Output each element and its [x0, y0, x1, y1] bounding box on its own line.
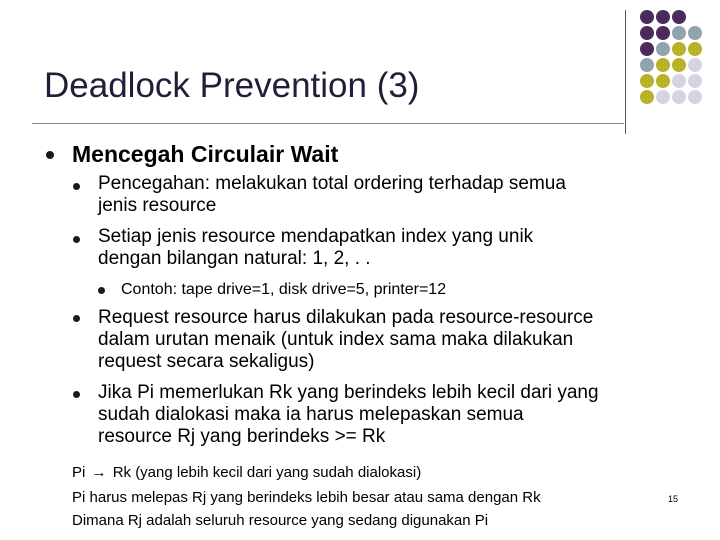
decorative-dot — [688, 74, 702, 88]
sub-point-3: Request resource harus dilakukan pada resource-resource dalam urutan menaik (untuk index sama maka dilakukan request secara sekaligus) — [98, 307, 594, 372]
decorative-dot — [688, 42, 702, 56]
decorative-dot — [640, 58, 654, 72]
title-divider — [32, 123, 624, 124]
footnote-line-3: Dimana Rj adalah seluruh resource yang sedang digunakan Pi — [72, 512, 489, 529]
decorative-dot — [672, 90, 686, 104]
decorative-dot — [640, 26, 654, 40]
main-point: Mencegah Circulair Wait — [72, 141, 339, 167]
decorative-dot — [672, 42, 686, 56]
page-number: 15 — [668, 494, 679, 504]
footnote-line-2: Pi harus melepas Rj yang berindeks lebih besar atau sama dengan Rk — [72, 489, 541, 506]
decorative-dot — [672, 74, 686, 88]
decorative-dot — [688, 90, 702, 104]
decorative-dot — [656, 42, 670, 56]
example-point: Contoh: tape drive=1, disk drive=5, printer=12 — [121, 281, 447, 298]
bullet-icon — [98, 287, 105, 294]
bullet-icon — [73, 183, 80, 190]
decorative-dot — [672, 10, 686, 24]
bullet-icon — [73, 236, 80, 243]
decorative-dot — [672, 26, 686, 40]
decorative-dot — [656, 90, 670, 104]
decorative-dot — [688, 26, 702, 40]
decorative-dot — [656, 10, 670, 24]
decorative-dot — [656, 74, 670, 88]
decorative-dot — [672, 58, 686, 72]
decorative-vertical-line — [625, 10, 626, 134]
decorative-dot — [688, 58, 702, 72]
decorative-dot — [656, 26, 670, 40]
sub-point-1: Pencegahan: melakukan total ordering terhadap semua jenis resource — [98, 173, 566, 216]
slide-title: Deadlock Prevention (3) — [44, 66, 420, 105]
decorative-dot — [640, 74, 654, 88]
bullet-icon — [46, 151, 54, 159]
decorative-dot — [640, 10, 654, 24]
sub-point-4: Jika Pi memerlukan Rk yang berindeks lebih kecil dari yang sudah dialokasi maka ia harus melepaskan semua resource Rj yang berindeks >= Rk — [98, 382, 599, 447]
bullet-icon — [73, 391, 80, 398]
decorative-dot — [640, 90, 654, 104]
decorative-dot — [640, 42, 654, 56]
bullet-icon — [73, 315, 80, 322]
arrow-right-icon: → — [91, 464, 107, 481]
sub-point-2: Setiap jenis resource mendapatkan index yang unik dengan bilangan natural: 1, 2, . . — [98, 226, 534, 269]
decorative-dot — [656, 58, 670, 72]
footnote-line-1: Pi → Rk (yang lebih kecil dari yang sudah dialokasi) — [72, 464, 422, 481]
